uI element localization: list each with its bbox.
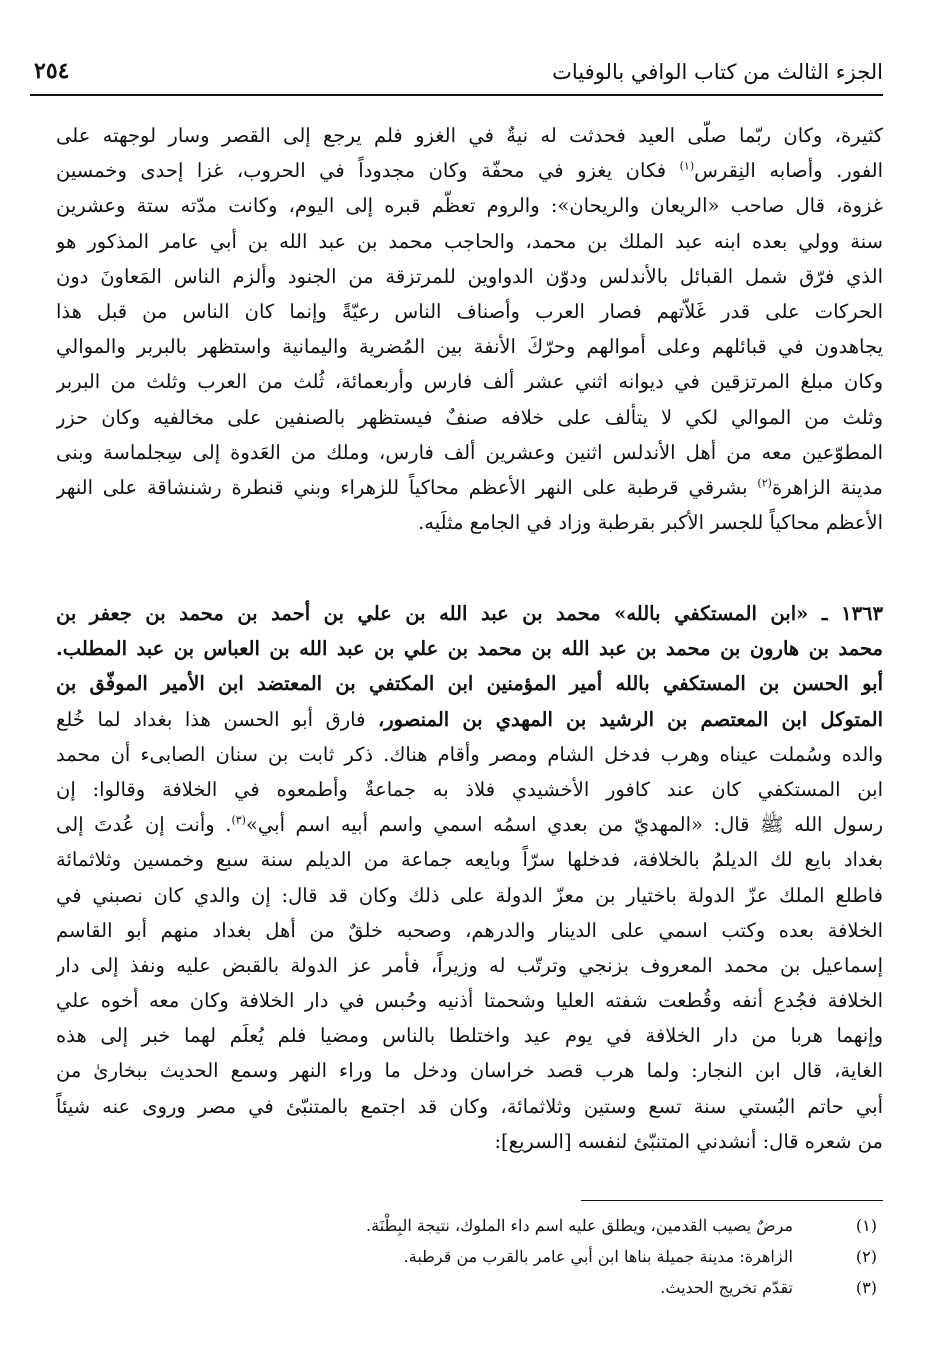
footnote-text: الزاهرة: مدينة جميلة بناها ابن أبي عامر بالقرب من قرطبة.	[403, 1247, 793, 1266]
text-line: غزوة، قال صاحب «الريعان والريحان»: والروم تعظّم قبره إلى اليوم، وكانت مدّته ستة وعشرين	[56, 194, 883, 218]
footnote-item	[56, 1241, 883, 1272]
text-segment: فكان يغزو في محفّة وكان مجدوداً في الحروب، غزا إحدى وخمسين	[56, 159, 667, 183]
entry-heading-line: محمد بن هارون بن محمد بن عبد الله بن محمد بن علي بن عبد الله بن العباس بن عبد المطلب.	[56, 637, 883, 661]
footnote-ref-2[interactable]: (٢)	[757, 476, 772, 490]
text-segment: وأنت إن عُدتَ إلى	[56, 813, 215, 837]
text-line: وكان مبلغ المرتزقين في ديوانه اثني عشر ألف فارس وأربعمائة، ثُلث من العرب وثلث من البربر	[56, 370, 883, 394]
text-line: الأعظم محاكياً للجسر الأكبر بقرطبة وزاد في الجامع مثلَيه.	[418, 511, 883, 535]
text-line: والده وسُملت عيناه وهرب فدخل الشام ومصر وأقام هناك. ذكر ثابت بن سنان الصابىء أن محمد	[56, 742, 883, 766]
text-segment: بشرقي قرطبة على النهر الأعظم محاكياً للزهراء وبني قنطرة رشنشاقة على النهر	[56, 475, 748, 499]
text-line: فاطلع الملك عزّ الدولة باختيار بن معزّ الدولة على ذلك وكان قد قال: إن والدي كان نصبني في	[56, 883, 883, 907]
text-segment: رسول الله ﷺ قال: «المهديّ من بعدي اسمُه اسمي واسم أبيه اسم أبي»	[245, 813, 883, 837]
text-line: إسماعيل بن محمد المعروف بزنجي وترتّب له وزيراً، فأمر عز الدولة بالقبض عليه ونفذ إلى دار	[56, 953, 883, 977]
text-line: يجاهدون في قبائلهم وعلى أموالهم وحرّكَ الأنفة بين المُضرية واليمانية واستظهر بالبربر والموالي	[56, 335, 883, 359]
text-line: الحركات على قدر غَلاّتهم فصار العرب وأصناف الناس رعيّةً وإنما كان الناس من قبل هذا	[56, 299, 883, 323]
entry-heading-line: ١٣٦٣ ـ «ابن المستكفي بالله» محمد بن عبد الله بن علي بن أحمد بن محمد بن جعفر بن	[56, 602, 883, 625]
footnote-ref-3[interactable]: (٣)	[231, 813, 246, 827]
page-number: ٢٥٤	[34, 58, 70, 84]
entry-heading-line: أبو الحسن بن المستكفي بالله أمير المؤمنين ابن المكتفي بن المعتضد ابن الأمير الموفّق بن	[56, 672, 883, 696]
text-line: ابن المستكفي كان عند كافور الأخشيدي فلاذ به جماعةٌ وأطمعوه في الخلافة وقالوا: إن	[56, 777, 883, 801]
text-segment: الفور. وأصابه النِقرس	[694, 159, 883, 183]
text-line: رسول الله ﷺ قال: «المهديّ من بعدي اسمُه اسمي واسم أبيه اسم أبي»$^{(٣)}$. وأنت إن عُدتَ إلى	[56, 813, 883, 837]
footnote-number: (١)	[855, 1216, 877, 1235]
text-line: الذي فرّق شمل القبائل بالأندلس ودوّن الدواوين للمرتزقة من الجنود وألزم الناس المَعاونَ دون	[56, 264, 883, 288]
text-line: الخلافة بعده وكتب اسمي على الدينار والدرهم، وصحبه خلقٌ من أهل بغداد منهم أبو القاسم	[56, 918, 883, 942]
footnote-text: تقدّم تخريج الحديث.	[660, 1278, 793, 1297]
text-line	[56, 470, 883, 505]
footnote-divider	[581, 1200, 883, 1201]
running-header	[30, 54, 883, 96]
text-segment: فارق أبو الحسن هذا بغداد لما خُلع	[56, 707, 366, 731]
text-line: من شعره قال: أنشدني المتنبّئ لنفسه [السريع]:	[494, 1129, 883, 1153]
footnote-ref-1[interactable]: (١)	[679, 159, 695, 173]
footnotes	[56, 1210, 883, 1303]
text-line	[56, 702, 883, 737]
text-segment: مدينة الزاهرة	[771, 475, 883, 499]
footnote-item	[56, 1272, 883, 1303]
paragraph-1	[56, 118, 883, 540]
text-line: المطوّعين معه من أهل الأندلس اثنين وعشرين ألف فارس، وملك من العَدوة إلى سِجلماسة وبنى	[56, 440, 883, 464]
entry-heading-segment: المتوكل ابن المعتصم بن الرشيد بن المهدي بن المنصور،	[377, 707, 883, 731]
footnote-number: (٣)	[855, 1278, 877, 1297]
text-line: كثيرة، وكان ربّما صلّى العيد فحدثت له نيةٌ في الغزو فلم يرجع إلى القصر وسار لوجهته على	[56, 124, 883, 147]
text-line: الغاية، قال ابن النجار: ولما هرب قصد خراسان ودخل ما وراء النهر وسمع الحديث ببخارىٰ من	[56, 1059, 883, 1083]
footnote-item	[56, 1210, 883, 1241]
paragraph-2	[56, 596, 883, 1159]
text-line	[56, 153, 883, 188]
text-line: أبي حاتم البُستي سنة تسع وستين وثلاثمائة، وكان قد اجتمع بالمتنبّئ في مصر وروى عنه شيئاً	[56, 1094, 883, 1118]
header-title: الجزء الثالث من كتاب الوافي بالوفيات	[552, 60, 883, 84]
text-line: سنة وولي بعده ابنه عبد الملك بن محمد، والحاجب محمد بن عبد الله بن أبي عامر المذكور هو	[56, 229, 883, 253]
text-line: وإنهما هربا من دار الخلافة في يوم عيد واختلطا بالناس ومضيا فلم يُعلَم لهما خبر إلى هذه	[56, 1024, 883, 1048]
text-line: وثلث من الموالي لكي لا يتألف على خلافه صنفٌ فيستظهر بالصنفين على مخالفيه وكان حزر	[56, 405, 883, 429]
footnote-text: مرضٌ يصيب القدمين، ويطلق عليه اسم داء الملوك، نتيجة البِطْنَة.	[366, 1216, 793, 1235]
text-line: بغداد بايع لك الديلمُ بالخلافة، فدخلها سرّاً وبايعه جماعة من الديلم سنة سبع وخمسين وثلاثمائة	[56, 848, 883, 872]
text-line: الخلافة فجُدع أنفه وقُطعت شفته العليا وشحمتا أذنيه وحُبس في دار الخلافة وكان معه أخوه علي	[56, 989, 883, 1013]
footnote-number: (٢)	[855, 1247, 877, 1266]
